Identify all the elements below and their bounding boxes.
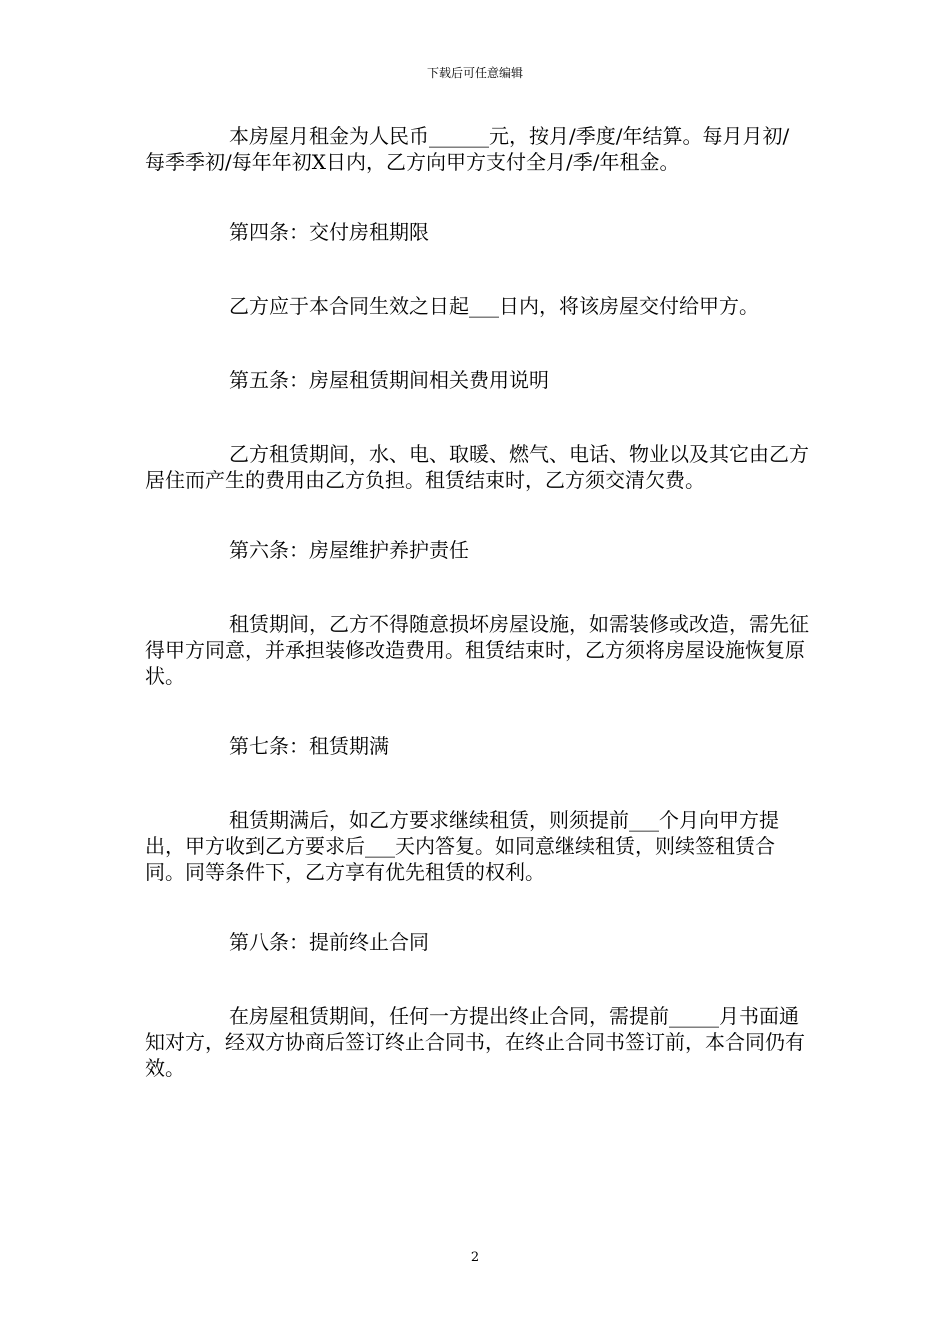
- page-number: 2: [470, 1250, 480, 1265]
- document-body: [145, 123, 809, 1081]
- article-6-body: 租赁期间，乙方不得随意损坏房屋设施，如需装修或改造，需先征得甲方同意，并承担装修改造费用。租赁结束时，乙方须将房屋设施恢复原状。: [145, 612, 809, 688]
- article-4-title: 第四条：交付房租期限: [229, 220, 429, 244]
- article-4-body: 乙方应于本合同生效之日起___日内，将该房屋交付给甲方。: [229, 294, 759, 318]
- rent-paragraph: 本房屋月租金为人民币______元，按月/季度/年结算。每月月初/每季季初/每年年初X日内，乙方向甲方支付全月/季/年租金。: [145, 124, 790, 174]
- article-7-body: 租赁期满后，如乙方要求继续租赁，则须提前___个月向甲方提出，甲方收到乙方要求后___天内答复。如同意继续租赁，则续签租赁合同。同等条件下，乙方享有优先租赁的权利。: [145, 808, 779, 884]
- article-5-body: 乙方租赁期间，水、电、取暖、燃气、电话、物业以及其它由乙方居住而产生的费用由乙方负担。租赁结束时，乙方须交清欠费。: [145, 442, 809, 492]
- page-header: 下载后可任意编辑: [426, 66, 523, 80]
- article-6-title: 第六条：房屋维护养护责任: [229, 538, 469, 562]
- article-8-title: 第八条：提前终止合同: [229, 930, 429, 954]
- article-8-body: 在房屋租赁期间，任何一方提出终止合同，需提前_____月书面通知对方，经双方协商后签订终止合同书，在终止合同书签订前，本合同仍有效。: [145, 1004, 805, 1080]
- article-7-title: 第七条：租赁期满: [229, 734, 389, 758]
- article-5-title: 第五条：房屋租赁期间相关费用说明: [229, 368, 549, 392]
